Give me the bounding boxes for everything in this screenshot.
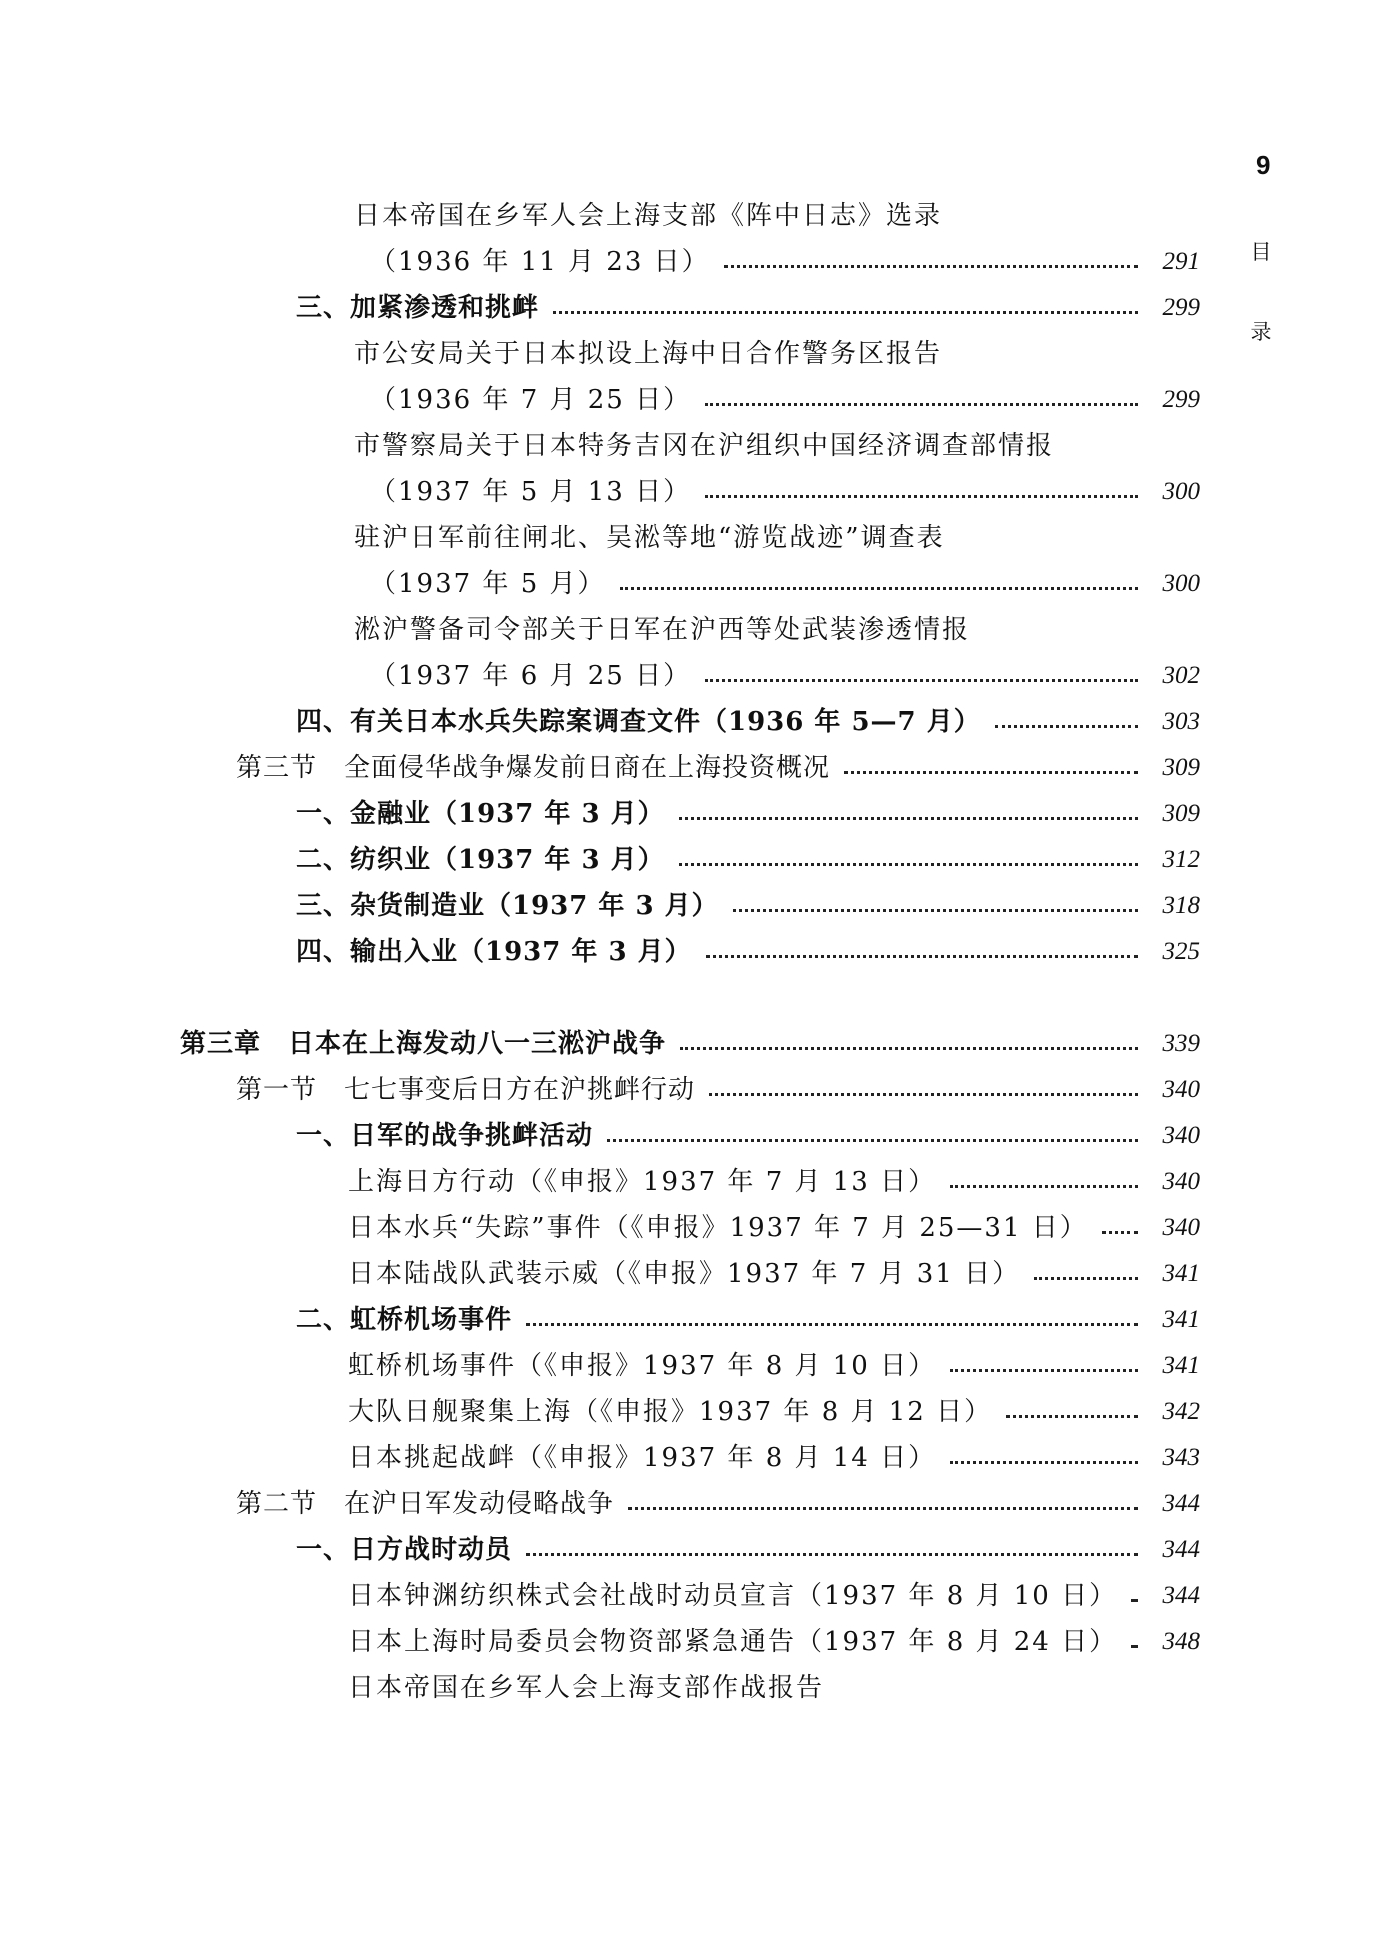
toc-entry-title: （1937 年 5 月） [370, 569, 606, 599]
dot-leader [705, 403, 1138, 406]
toc-entry [348, 1346, 1200, 1386]
toc-entry-page: 341 [1162, 1306, 1200, 1333]
toc-entry-title: 日本水兵“失踪”事件（《申报》1937 年 7 月 25—31 日） [348, 1213, 1088, 1243]
toc-entry-page: 303 [1162, 708, 1200, 735]
dot-leader [950, 1185, 1138, 1188]
toc-entry-title: （1937 年 5 月 13 日） [370, 477, 692, 507]
toc-entry-page: 344 [1162, 1582, 1200, 1609]
toc-entry-page: 340 [1162, 1122, 1200, 1149]
toc-entry-title: 第三章 日本在上海发动八一三淞沪战争 [180, 1029, 667, 1059]
toc-entry [296, 794, 1200, 834]
toc-entry [296, 702, 1200, 742]
page-number: 9 [1256, 150, 1271, 180]
toc-entry-page: 341 [1162, 1352, 1200, 1379]
toc-entry-title: 三、加紧渗透和挑衅 [296, 293, 540, 323]
dot-leader [950, 1369, 1138, 1372]
dot-leader [705, 679, 1138, 682]
toc-entry [348, 1438, 1200, 1478]
dot-leader [724, 265, 1138, 268]
toc-entry [370, 380, 1200, 420]
toc-entry [354, 518, 945, 558]
toc-entry [370, 472, 1200, 512]
toc-entry-page: 309 [1162, 754, 1200, 781]
toc-entry-page: 325 [1162, 938, 1200, 965]
toc-entry-page: 309 [1162, 800, 1200, 827]
toc-entry-title: 四、有关日本水兵失踪案调查文件（1936 年 5—7 月） [296, 707, 981, 737]
toc-entry [296, 932, 1200, 972]
toc-entry-title: 一、金融业（1937 年 3 月） [296, 799, 665, 829]
toc-entry [348, 1668, 824, 1708]
toc-entry-title: 一、日方战时动员 [296, 1535, 513, 1565]
dot-leader [1034, 1277, 1138, 1280]
toc-entry-title: 日本帝国在乡军人会上海支部作战报告 [348, 1673, 825, 1703]
toc-entry [348, 1162, 1200, 1202]
toc-entry [296, 1116, 1200, 1156]
toc-entry [348, 1576, 1200, 1616]
toc-entry-title: （1937 年 6 月 25 日） [370, 661, 692, 691]
toc-entry-title: 驻沪日军前往闸北、吴淞等地“游览战迹”调查表 [354, 523, 945, 553]
toc-entry-title: 日本挑起战衅（《申报》1937 年 8 月 14 日） [348, 1443, 937, 1473]
toc-entry-title: 第三节 全面侵华战争爆发前日商在上海投资概况 [236, 753, 831, 783]
toc-entry-title: 大队日舰聚集上海（《申报》1937 年 8 月 12 日） [348, 1397, 993, 1427]
dot-leader [620, 587, 1138, 590]
dot-leader [526, 1323, 1138, 1326]
toc-entry-page: 300 [1162, 478, 1200, 505]
dot-leader [1006, 1415, 1138, 1418]
dot-leader [1131, 1645, 1138, 1648]
toc-entry-page: 344 [1162, 1490, 1200, 1517]
toc-entry-title: 二、纺织业（1937 年 3 月） [296, 845, 665, 875]
toc-entry-title: 上海日方行动（《申报》1937 年 7 月 13 日） [348, 1167, 937, 1197]
toc-entry [296, 1300, 1200, 1340]
toc-entry-page: 340 [1162, 1076, 1200, 1103]
toc-entry-page: 299 [1162, 294, 1200, 321]
toc-entry [348, 1622, 1200, 1662]
toc-entry-page: 302 [1162, 662, 1200, 689]
toc-entry-title: 三、杂货制造业（1937 年 3 月） [296, 891, 719, 921]
toc-entry-title: 二、虹桥机场事件 [296, 1305, 513, 1335]
toc-entry-title: 市警察局关于日本特务吉冈在沪组织中国经济调查部情报 [354, 431, 1055, 461]
toc-entry [370, 656, 1200, 696]
toc-section-entry [236, 748, 1200, 788]
toc-entry-title: 日本陆战队武装示威（《申报》1937 年 7 月 31 日） [348, 1259, 1021, 1289]
dot-leader [950, 1461, 1138, 1464]
dot-leader [607, 1139, 1138, 1142]
dot-leader [733, 909, 1138, 912]
toc-entry [296, 288, 1200, 328]
side-section-label: 目 录 [1250, 240, 1272, 344]
dot-leader [680, 1047, 1138, 1050]
dot-leader [1131, 1599, 1138, 1602]
toc-entry [296, 840, 1200, 880]
toc-chapter-entry [180, 1024, 1200, 1064]
toc-entry [296, 1530, 1200, 1570]
toc-entry [354, 334, 942, 374]
dot-leader [679, 863, 1138, 866]
dot-leader [705, 495, 1138, 498]
toc-entry-page: 340 [1162, 1214, 1200, 1241]
toc-entry-page: 340 [1162, 1168, 1200, 1195]
toc-entry-title: 一、日军的战争挑衅活动 [296, 1121, 594, 1151]
dot-leader [706, 955, 1138, 958]
dot-leader [628, 1507, 1138, 1510]
toc-entry-title: 第二节 在沪日军发动侵略战争 [236, 1489, 615, 1519]
toc-entry-title: 日本钟渊纺织株式会社战时动员宣言（1937 年 8 月 10 日） [348, 1581, 1118, 1611]
toc-entry [348, 1254, 1200, 1294]
dot-leader [844, 771, 1138, 774]
dot-leader [995, 725, 1138, 728]
dot-leader [553, 311, 1138, 314]
toc-entry [296, 886, 1200, 926]
toc-entry-title: 日本帝国在乡军人会上海支部《阵中日志》选录 [354, 201, 943, 231]
toc-entry-page: 291 [1162, 248, 1200, 275]
toc-entry [370, 242, 1200, 282]
toc-entry-page: 312 [1162, 846, 1200, 873]
dot-leader [709, 1093, 1138, 1096]
toc-entry-title: 市公安局关于日本拟设上海中日合作警务区报告 [354, 339, 943, 369]
toc-entry-page: 348 [1162, 1628, 1200, 1655]
toc-entry-page: 343 [1162, 1444, 1200, 1471]
toc-entry-title: 虹桥机场事件（《申报》1937 年 8 月 10 日） [348, 1351, 937, 1381]
toc-entry-title: 淞沪警备司令部关于日军在沪西等处武装渗透情报 [354, 615, 971, 645]
toc-entry [348, 1208, 1200, 1248]
toc-entry-title: 四、输出入业（1937 年 3 月） [296, 937, 692, 967]
toc-entry-title: 日本上海时局委员会物资部紧急通告（1937 年 8 月 24 日） [348, 1627, 1118, 1657]
toc-section-entry [236, 1484, 1200, 1524]
toc-entry [354, 196, 942, 236]
toc-entry-title: （1936 年 7 月 25 日） [370, 385, 692, 415]
toc-entry-page: 299 [1162, 386, 1200, 413]
dot-leader [1102, 1231, 1138, 1234]
toc-entry [354, 610, 970, 650]
toc-entry-title: （1936 年 11 月 23 日） [370, 247, 710, 277]
toc-entry-page: 300 [1162, 570, 1200, 597]
toc-entry-page: 344 [1162, 1536, 1200, 1563]
toc-entry-page: 318 [1162, 892, 1200, 919]
toc-entry [370, 564, 1200, 604]
toc-section-entry [236, 1070, 1200, 1110]
toc-entry-page: 342 [1162, 1398, 1200, 1425]
toc-entry-page: 341 [1162, 1260, 1200, 1287]
toc-entry-title: 第一节 七七事变后日方在沪挑衅行动 [236, 1075, 696, 1105]
dot-leader [679, 817, 1138, 820]
dot-leader [526, 1553, 1138, 1556]
toc-entry [348, 1392, 1200, 1432]
toc-entry [354, 426, 1054, 466]
toc-entry-page: 339 [1162, 1030, 1200, 1057]
